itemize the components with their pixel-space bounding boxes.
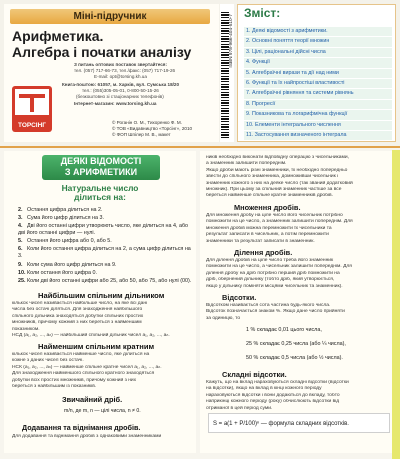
text-line: береться найменше спільне кратне знаменників дробів.: [206, 193, 333, 199]
barcode-bars: [221, 10, 229, 138]
text-line: Якщо дроби мають різні знаменники, їх необхідно попередньо: [206, 167, 348, 173]
compound-interest-formula: S = a(1 + P/100)ⁿ — формула складних відсотків.: [208, 413, 390, 433]
multiplication-heading: Множення дробів.: [234, 203, 301, 212]
rule-item: [18, 246, 194, 259]
rule-number: 6.: [18, 246, 23, 253]
left-column: [4, 151, 196, 453]
toc-item[interactable]: 7. Алгебраїчні рівняння та системи рівнянь: [244, 89, 392, 99]
divisibility-subheading: ділиться на:: [74, 192, 126, 202]
text-line: якщо у дільнику поміняти місцями чисельник та знаменник).: [206, 283, 343, 289]
rule-number: 5.: [18, 238, 23, 245]
barcode: [220, 4, 234, 142]
rule-item: [18, 261, 194, 269]
divisibility-heading: Натуральне число: [61, 183, 139, 193]
rule-number: 3.: [18, 215, 23, 222]
rule-item: [18, 237, 194, 245]
text-line: нараховуються відсотки і вони додаються до вкладу, тобто: [206, 392, 340, 398]
publisher-line: тел.: (055)305-05-01, 0-800-50-15-26: [82, 88, 159, 93]
publisher-line: З питань оптових поставок звертайтеся:: [74, 62, 167, 67]
text-line: Для знаходження найменшого спільного кратного знаходяться: [12, 371, 155, 377]
text-line: помножити на це число, а знаменник залишити попереднім. Для: [206, 219, 353, 225]
rule-number: 10.: [18, 269, 26, 276]
text-line: добутки всіх простих множників, причому кожний з них: [12, 377, 137, 383]
percent-paragraph: [206, 303, 392, 322]
text-line: НСД (a₁, a₂, ..., aₙ) — найбільший спільний дільник чисел a₁, a₂, ..., aₙ.: [12, 333, 170, 339]
toc-item[interactable]: 4. Функції: [244, 58, 392, 68]
rule-text: Коли остання його цифра 0.: [27, 269, 98, 276]
text-line: наприкінці кожного періоду (року) обчислюють відсотки від: [206, 399, 340, 405]
toc-item[interactable]: 2. Основні поняття теорії множин: [244, 37, 392, 47]
text-line: ділення дробу на дріб потрібно перший дріб помножити на: [206, 270, 340, 276]
text-line: помножити на це число, а чисельник залишити попереднім. Для: [206, 264, 352, 270]
side-accent-strip: [392, 150, 400, 459]
section-heading-line1: ДЕЯКІ ВІДОМОСТІ: [60, 156, 142, 166]
text-line: за одиницю, то: [206, 315, 241, 321]
rule-item: [18, 206, 194, 214]
book-title-line1: Арифметика.: [12, 28, 104, 44]
compound-interest-heading: Складні відсотки.: [222, 370, 287, 379]
content-area: [0, 148, 400, 459]
toc-list: [244, 27, 392, 141]
toc-item[interactable]: 3. Цілі, раціональні дійсні числа: [244, 48, 392, 58]
copyright-line: © Роганін О. М., Тихоренко Ф. М.: [112, 120, 183, 125]
text-line: звести до спільного знаменника, домноживши чисельник і: [206, 174, 339, 180]
add-fractions-paragraph: [12, 434, 194, 440]
series-banner: Міні-підручник: [10, 9, 210, 24]
text-line: отриманої в цей період суми.: [206, 405, 273, 411]
text-line: кількох чисел називається найменше число, яке ділиться на: [12, 352, 150, 357]
rule-number: 2.: [18, 207, 23, 213]
text-line: множників, причому кожний з них береться з найменшим: [12, 320, 142, 326]
compound-interest-paragraph: [206, 380, 392, 412]
rule-text: Остання цифра ділиться на 2.: [27, 207, 103, 213]
intro-paragraph: [206, 155, 392, 200]
text-line: на відсотки), якщо на вклад в кінці кожного періоду: [206, 386, 322, 392]
fraction-heading: Звичайний дріб.: [62, 395, 123, 404]
rule-item: [18, 223, 194, 236]
text-line: числа без остачі діляться. Для знаходження найбільшого: [12, 307, 143, 313]
rule-text: Коли сума його цифр ділиться на 9.: [27, 261, 117, 268]
rule-item: [18, 214, 194, 222]
percent-row: 25 % складає 0,25 числа (або ¼ числа),: [246, 341, 346, 347]
text-line: знаменники та результат записати в знаменник.: [206, 238, 315, 244]
publisher-line: Інтернет-магазин: www.torsing.kh.ua: [74, 101, 157, 106]
toc-item[interactable]: 1. Деякі відомості з арифметики.: [244, 27, 392, 37]
percent-row: 50 % складає 0,5 числа (або ½ числа).: [246, 355, 343, 361]
toc-item[interactable]: 9. Показникова та логарифмічна функції: [244, 110, 392, 120]
multiplication-paragraph: [206, 213, 392, 245]
text-line: множення дробів можна перемножити їх чисельники та: [206, 225, 332, 231]
text-line: Для ділення дробів на ціле число треба його знаменник: [206, 258, 334, 263]
text-line: береться з найбільшим із показників.: [12, 384, 97, 390]
text-line: НСК (a₁, a₂, ..., aₙ) — найменше спільне кратне чисел a₁, a₂, ..., aₙ.: [12, 364, 162, 370]
cover-header: [0, 0, 400, 148]
text-line: множник). При цьому за спільний знаменник частіше за все: [206, 187, 342, 193]
publisher-line: E-mail: opt@torsing.kh.ua: [94, 74, 147, 79]
rule-number: 9.: [18, 261, 23, 268]
rule-text: Коли його остання цифра ділиться на 2, а сума цифр ділиться на 3.: [18, 246, 191, 260]
text-line: знаменник кожного з них на деяке число (так званий додатковий: [206, 180, 353, 186]
lcm-heading: Найменшим спільним кратним: [38, 342, 155, 351]
right-column: [200, 151, 396, 453]
text-line: а знаменник залишити попереднім.: [206, 161, 287, 167]
title-panel: [4, 4, 219, 142]
text-line: Кажуть, що на вклад нараховуються складні відсотки (відсотки: [206, 380, 349, 385]
toc-item[interactable]: 10. Елементи інтегрального числення: [244, 121, 392, 131]
publisher-line: Книга-поштою: 61057, м. Харків, вул. Сумська 18/20: [62, 82, 180, 87]
text-line: Відсоток позначається знаком %. Якщо дане число прийняти: [206, 309, 345, 315]
text-line: результат записати в чисельник, а потім перемножити: [206, 232, 329, 238]
toc-item[interactable]: 5. Алгебраїчні вирази та дії над ними: [244, 69, 392, 79]
logo-text: ТОРСІНГ: [18, 122, 46, 129]
percent-heading: Відсотки.: [222, 293, 257, 302]
text-line: спільного дільника знаходяться добутки спільних простих: [12, 313, 144, 319]
copyright-line: © ФОП Шпілер М. В., макет: [112, 132, 171, 137]
gcd-heading: Найбільшим спільним дільником: [38, 291, 165, 300]
text-line: кожне з даних чисел без остачі.: [12, 358, 84, 364]
isbn-text: ISBN 978-966-404-510-7: [229, 14, 234, 68]
rule-number: 4.: [18, 223, 23, 230]
fraction-formula: m/n, де m, n — цілі числа, n ≠ 0.: [64, 408, 141, 414]
rule-item: [18, 278, 194, 285]
division-heading: Ділення дробів.: [234, 248, 293, 257]
division-paragraph: [206, 258, 392, 290]
rule-item: [18, 269, 194, 277]
book-title-line2: Алгебра і початки аналізу: [12, 44, 192, 60]
text-line: Відсотком називається сота частина будь-якого числа.: [206, 303, 331, 308]
rule-text: Дві його останні цифри утворюють число, яке ділиться на 4, або дві його останні цифри — нулі.: [18, 223, 189, 236]
divisibility-rules: [18, 206, 194, 285]
rule-text: Коли дві його останні цифри або 25, або 50, або 75, або нулі (00).: [27, 277, 192, 284]
text-line: Для множення дробу на ціле число його чисельник потрібно: [206, 213, 343, 218]
gcd-paragraph: [12, 301, 194, 339]
rule-text: Остання його цифра або 0, або 5.: [27, 238, 112, 245]
toc-item[interactable]: 11. Застосування визначеного інтеграла: [244, 131, 392, 141]
lcm-paragraph: [12, 352, 194, 390]
add-fractions-heading: Додавання та віднімання дробів.: [22, 423, 141, 432]
table-of-contents: [237, 4, 396, 142]
toc-title: Зміст:: [244, 6, 281, 20]
publisher-logo-icon: [10, 82, 54, 136]
text-line: показником.: [12, 326, 40, 332]
section-heading-line2: З АРИФМЕТИКИ: [64, 167, 138, 177]
toc-item[interactable]: 8. Прогресії: [244, 100, 392, 110]
book-title: [12, 28, 212, 60]
text-line: Для додавання та віднімання дробів з однаковими знаменниками: [12, 434, 162, 439]
text-line: дріб, обернений дільнику (тобто дріб, який утворюється,: [206, 277, 335, 283]
rule-number: 25.: [18, 277, 26, 284]
section-heading: [42, 155, 160, 180]
rule-text: Сума його цифр ділиться на 3.: [27, 215, 104, 222]
percent-row: 1 % складає 0,01 цього числа,: [246, 327, 322, 333]
copyright-line: © ТОВ «Видавництво «Торсінг», 2010: [112, 126, 193, 131]
text-line: ників необхідно виконати відповідну операцію з чисельниками,: [206, 155, 349, 160]
toc-item[interactable]: 6. Функції та їх найпростіші властивості: [244, 79, 392, 89]
publisher-line: тел. (057) 717-66-73, тел./факс: (057) 717-19-26: [74, 68, 176, 73]
publisher-line: (безкоштовно зі стаціонарних телефонів): [76, 94, 164, 99]
text-line: кількох чисел називається найбільше число, на яке всі дані: [12, 301, 148, 306]
